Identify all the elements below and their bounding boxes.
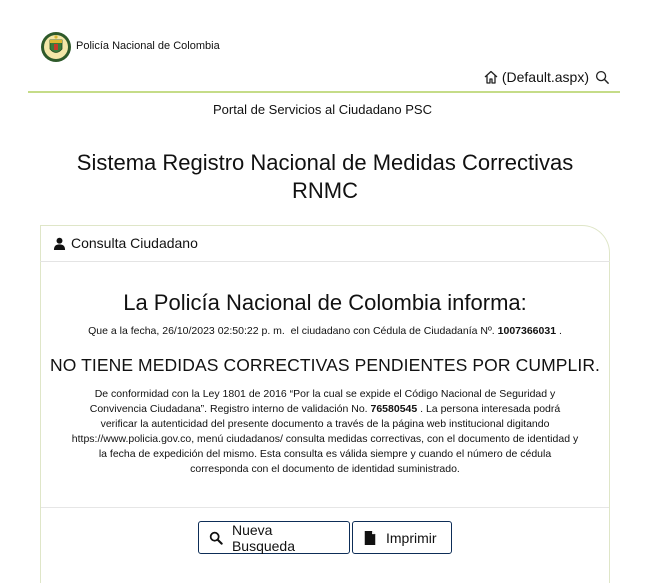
print-label: Imprimir <box>386 529 437 546</box>
org-name: Policía Nacional de Colombia <box>76 40 220 52</box>
id-number: 1007366031 <box>497 325 557 337</box>
new-search-label: Nueva Busqueda <box>231 521 296 554</box>
police-logo <box>40 31 72 63</box>
page-title-line-2: RNMC <box>292 178 358 203</box>
card-header <box>40 225 610 262</box>
legal-text <box>70 387 580 477</box>
card-header-label: Consulta Ciudadano <box>71 235 198 251</box>
card-divider <box>41 507 609 508</box>
print-button[interactable] <box>352 521 452 554</box>
home-link[interactable]: (Default.aspx) <box>501 69 589 85</box>
legal-part-2: . La persona interesada podrá verificar la autenticidad del presente documento a través de la página web institucional digitando https://www.policia.gov.co, menú ciudadanos/ consulta medidas correctivas, con el documento de identidad y la fecha de expedición del mismo. Esta consulta es válida siempre y cuando el número de cédula corresponda con el documento de identidad suministrado. <box>71 403 579 475</box>
home-icon[interactable] <box>483 69 499 85</box>
new-search-button[interactable] <box>198 521 350 554</box>
status-message: NO TIENE MEDIDAS CORRECTIVAS PENDIENTES POR CUMPLIR. <box>49 355 601 375</box>
page-title <box>0 149 645 205</box>
portal-title: Portal de Servicios al Ciudadano PSC <box>213 102 432 117</box>
page-title-line-1: Sistema Registro Nacional de Medidas Correctivas <box>76 150 574 175</box>
document-icon <box>363 531 377 545</box>
top-nav <box>483 69 610 85</box>
header-divider <box>28 91 620 93</box>
query-date-line <box>0 325 645 337</box>
search-icon[interactable] <box>595 70 610 85</box>
informa-title: La Policía Nacional de Colombia informa: <box>123 290 527 315</box>
legal-part-1: De conformidad con la Ley 1801 de 2016 “Por la cual se expide el Código Nacional de Seguridad y Convivencia Ciudadana”. Registro interno de validación No. <box>89 388 556 415</box>
user-icon <box>53 237 66 250</box>
magnifier-icon <box>209 531 223 545</box>
validation-number: 76580545 <box>370 403 418 415</box>
date-suffix: . <box>556 325 562 337</box>
date-prefix: Que a la fecha, 26/10/2023 02:50:22 p. m. el ciudadano con Cédula de Ciudadanía Nº. <box>88 325 498 337</box>
